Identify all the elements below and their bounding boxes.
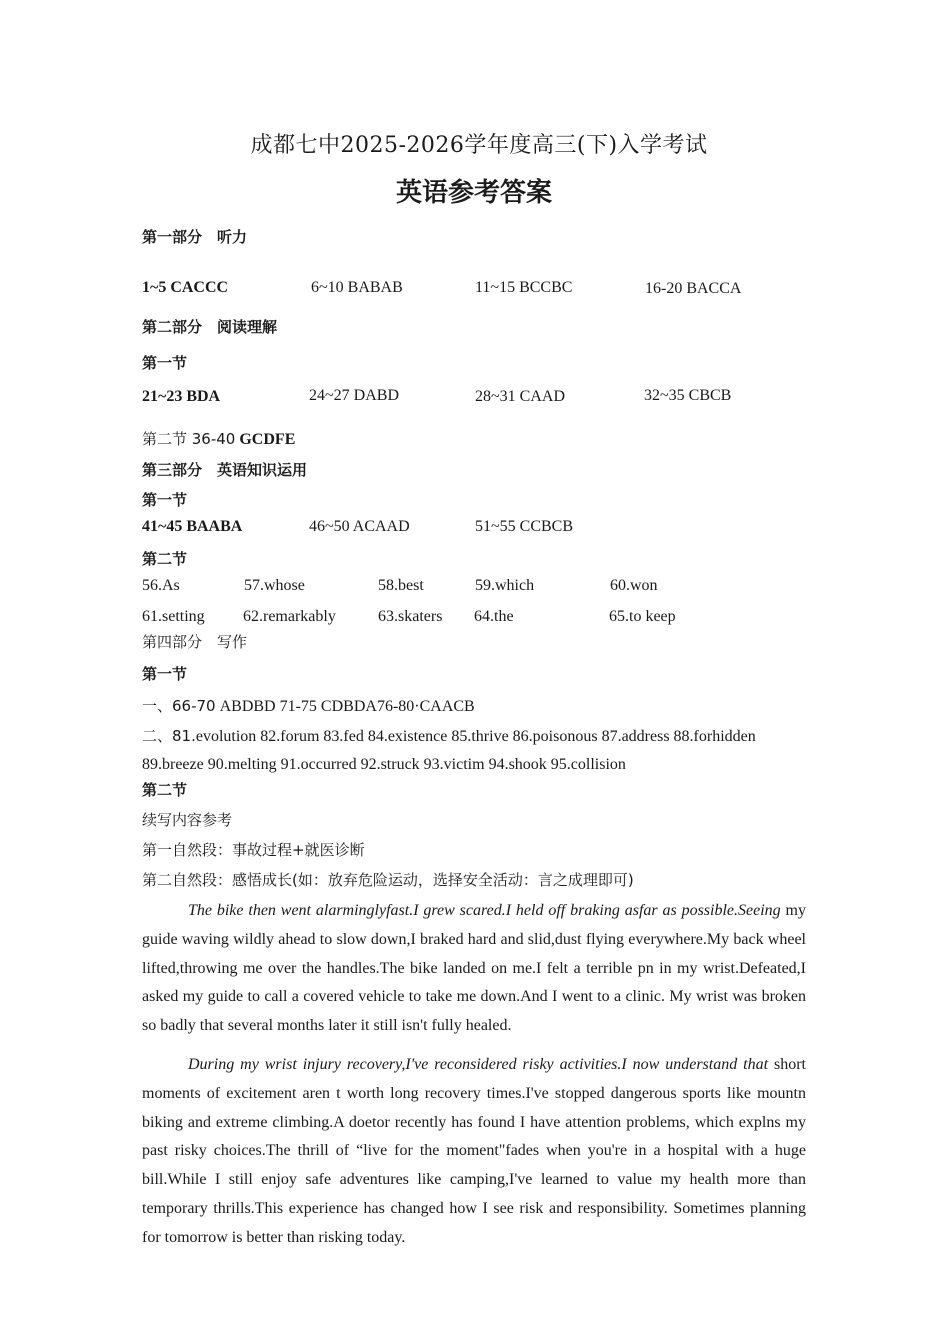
cloze-answer: 60.won: [610, 577, 658, 594]
cloze-answer: 65.to keep: [609, 608, 676, 625]
cloze-answer: 56.As: [142, 577, 180, 594]
part3-heading: 第三部分 英语知识运用: [142, 461, 308, 479]
answer-group: 11~15 BCCBC: [475, 279, 573, 296]
part2-section2-line: [142, 428, 295, 449]
part2-section2-answer: GCDFE: [239, 431, 296, 448]
part4-heading: 第四部分 写作: [142, 633, 248, 651]
cloze-answer: 57.whose: [244, 577, 305, 594]
answer-group: 41~45 BAABA: [142, 518, 243, 535]
part4-line3-answers: 89.breeze 90.melting 91.occurred 92.struck 93.victim 94.shook 95.collision: [142, 756, 626, 773]
answer-group: 24~27 DABD: [309, 387, 399, 404]
writing-note: 第一自然段：事故过程+就医诊断: [142, 841, 365, 859]
part4-line2: [142, 725, 756, 746]
part2-section1-heading: 第一节: [142, 354, 188, 372]
cloze-answer: 58.best: [378, 577, 424, 594]
part4-section1-heading: 第一节: [142, 665, 188, 683]
part3-section2-heading: 第二节: [142, 550, 188, 568]
part1-heading: 第一部分 听力: [142, 228, 248, 246]
essay-paragraph-1-lead: The bike then went alarminglyfast.I grew scared.I held off braking asfar as possible.Seeing: [188, 902, 781, 919]
cloze-answer: 61.setting: [142, 608, 205, 625]
cloze-answer: 59.which: [475, 577, 535, 594]
part4-line2-answers: evolution 82.forum 83.fed 84.existence 85.thrive 86.poisonous 87.address 88.forhidden: [195, 728, 756, 745]
answer-group: 16-20 BACCA: [645, 280, 742, 297]
answer-group: 51~55 CCBCB: [475, 518, 574, 535]
part4-line2-prefix: 二、81.: [142, 727, 196, 745]
answer-group: 28~31 CAAD: [475, 388, 565, 405]
cloze-answer: 64.the: [474, 608, 514, 625]
part4-line1: [142, 695, 475, 716]
part2-section2-label: 第二节 36-40: [142, 430, 236, 448]
answer-group: 32~35 CBCB: [644, 387, 732, 404]
essay-paragraph-1: [142, 897, 806, 1041]
answer-group: 6~10 BABAB: [311, 279, 403, 296]
answer-group: 21~23 BDA: [142, 388, 221, 405]
answer-group: 1~5 CACCC: [142, 279, 229, 296]
part4-line1-prefix: 一、66-70: [142, 697, 216, 715]
cloze-answer: 62.remarkably: [243, 608, 336, 625]
exam-title: 成都七中2025-2026学年度高三(下)入学考试: [250, 133, 708, 158]
writing-note: 第二自然段：感悟成长(如：放弃危险运动，选择安全活动：言之成理即可): [142, 871, 634, 889]
answer-group: 46~50 ACAAD: [309, 518, 410, 535]
part3-section1-heading: 第一节: [142, 491, 188, 509]
essay-paragraph-2-lead: During my wrist injury recovery,I've reconsidered risky activities.I now understand that: [188, 1056, 769, 1073]
cloze-answer: 63.skaters: [378, 608, 443, 625]
answer-key-title: 英语参考答案: [395, 178, 552, 208]
writing-note: 续写内容参考: [142, 811, 233, 829]
essay-paragraph-2: [142, 1051, 806, 1253]
part2-heading: 第二部分 阅读理解: [142, 318, 278, 336]
essay-paragraph-2-body: short moments of excitement aren t worth long recovery times.I've stopped dangerous sports like mountn biking and extreme climbing.A doetor recently has found I have attention problems, which explns my past risky choices.The thrill of “live for the moment"fades when you're in a hospital with a huge bill.While I still enjoy safe adventures like camping,I've learned to value my health more than temporary thrills.This experience has changed how I see risk and responsibility. Sometimes planning for tomorrow is better than risking today.: [142, 1056, 807, 1246]
part4-section2-heading: 第二节: [142, 781, 188, 799]
essay-paragraph-1-body: my guide waving wildly ahead to slow down,I braked hard and slid,dust flying everywhere.My back wheel lifted,throwing me over the handles.The bike landed on me.I felt a terrible pn in my wrist.Defeated,I asked my guide to call a covered vehicle to take me down.And I went to a clinic. My wrist was broken so badly that several months later it still isn't fully healed.: [142, 902, 806, 1035]
part4-line1-answers: ABDBD 71-75 CDBDA76-80·CAACB: [219, 698, 475, 715]
